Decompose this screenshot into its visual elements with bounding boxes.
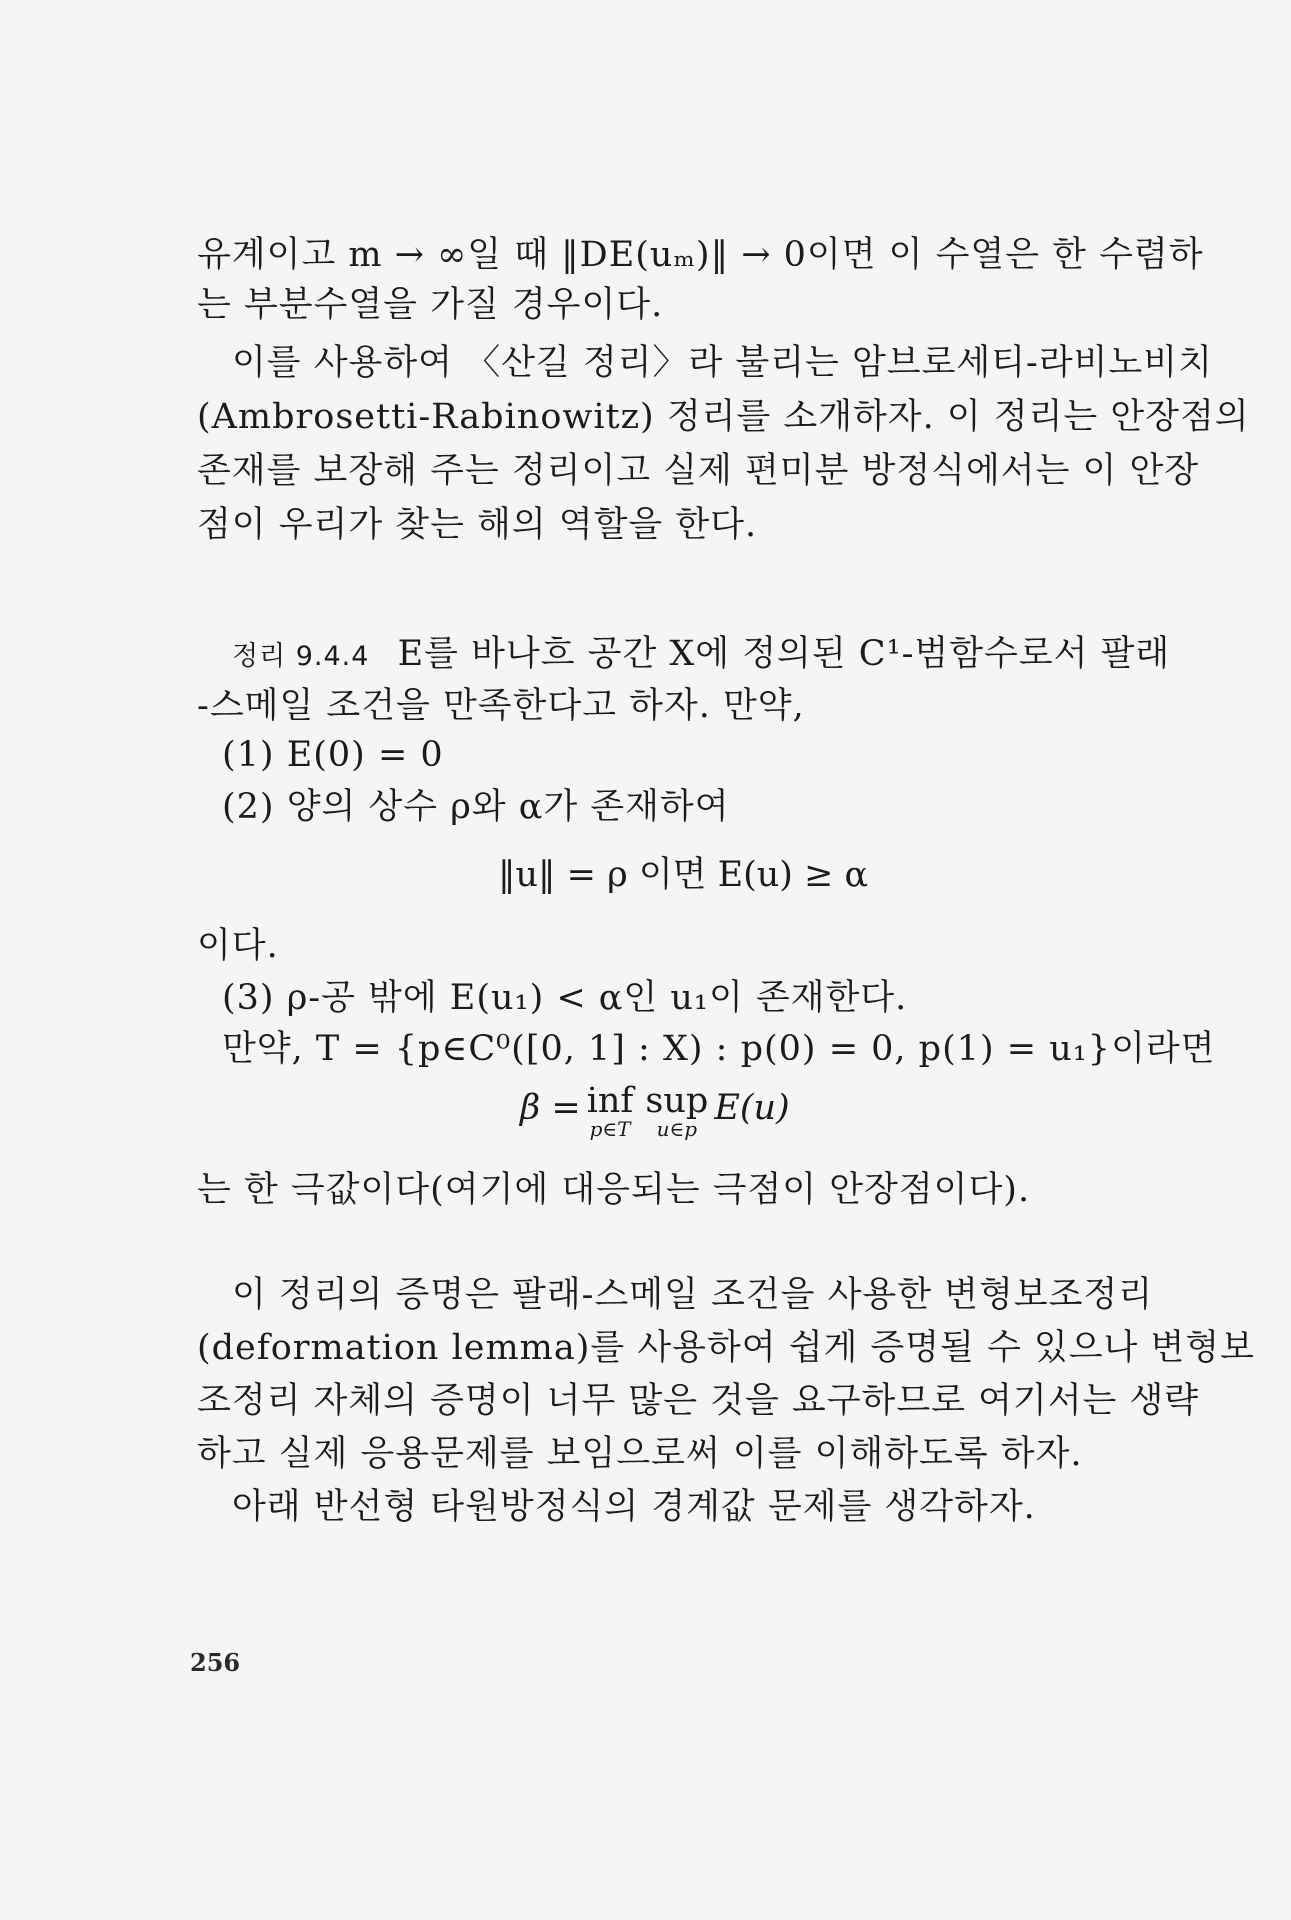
theorem-condition-1: (1) E(0) = 0 [222, 735, 444, 775]
minimax-lhs: β = [520, 1088, 581, 1128]
inf-label: inf [586, 1081, 634, 1121]
sup-label: sup [645, 1081, 709, 1121]
theorem-line2: -스메일 조건을 만족한다고 하자. 만약, [197, 686, 805, 726]
theorem-continuation: 이다. [197, 926, 279, 966]
paragraph2-line2: (Ambrosetti-Rabinowitz) 정리를 소개하자. 이 정리는 안장점의 [197, 397, 1250, 437]
sup-subscript: u∈p [656, 1117, 698, 1141]
minimax-rhs: E(u) [714, 1088, 790, 1128]
theorem-label: 정리 9.4.4 [232, 641, 370, 672]
page-number: 256 [190, 1648, 241, 1677]
theorem-condition-3: (3) ρ-공 밖에 E(u₁) < α인 u₁이 존재한다. [222, 978, 908, 1018]
paragraph3-line4: 하고 실제 응용문제를 보임으로써 이를 이해하도록 하자. [197, 1434, 1083, 1474]
inf-operator [587, 1083, 634, 1139]
paragraph1-line2: 는 부분수열을 가질 경우이다. [197, 285, 664, 325]
theorem-heading [232, 629, 1171, 682]
paragraph2-line1: 이를 사용하여 〈산길 정리〉라 불리는 암브로세티-라비노비치 [232, 343, 1213, 383]
paragraph2-line3: 존재를 보장해 주는 정리이고 실제 편미분 방정식에서는 이 안장 [197, 451, 1200, 491]
equation-norm-condition: ‖u‖ = ρ 이면 E(u) ≥ α [498, 855, 869, 895]
paragraph3-line1: 이 정리의 증명은 팔래-스메일 조건을 사용한 변형보조정리 [232, 1275, 1154, 1315]
paragraph2-line4: 점이 우리가 찾는 해의 역할을 한다. [197, 505, 758, 545]
equation-minimax [520, 1083, 790, 1139]
sup-operator [645, 1083, 708, 1139]
inf-subscript: p∈T [589, 1117, 631, 1141]
theorem-line1: E를 바나흐 공간 X에 정의된 C¹-범함수로서 팔래 [397, 634, 1171, 674]
paragraph3-line3: 조정리 자체의 증명이 너무 많은 것을 요구하므로 여기서는 생략 [197, 1381, 1200, 1421]
theorem-if-line: 만약, T = {p∈C⁰([0, 1] : X) : p(0) = 0, p(1) = u₁}이라면 [222, 1029, 1216, 1069]
paragraph3-line2: (deformation lemma)를 사용하여 쉽게 증명될 수 있으나 변형보 [197, 1328, 1255, 1368]
paragraph3-line5: 아래 반선형 타원방정식의 경계값 문제를 생각하자. [232, 1487, 1036, 1527]
paragraph1-line1: 유계이고 m → ∞일 때 ‖DE(uₘ)‖ → 0이면 이 수열은 한 수렴하 [197, 235, 1204, 275]
theorem-condition-2: (2) 양의 상수 ρ와 α가 존재하여 [222, 787, 730, 827]
theorem-conclusion: 는 한 극값이다(여기에 대응되는 극점이 안장점이다). [197, 1170, 1031, 1210]
